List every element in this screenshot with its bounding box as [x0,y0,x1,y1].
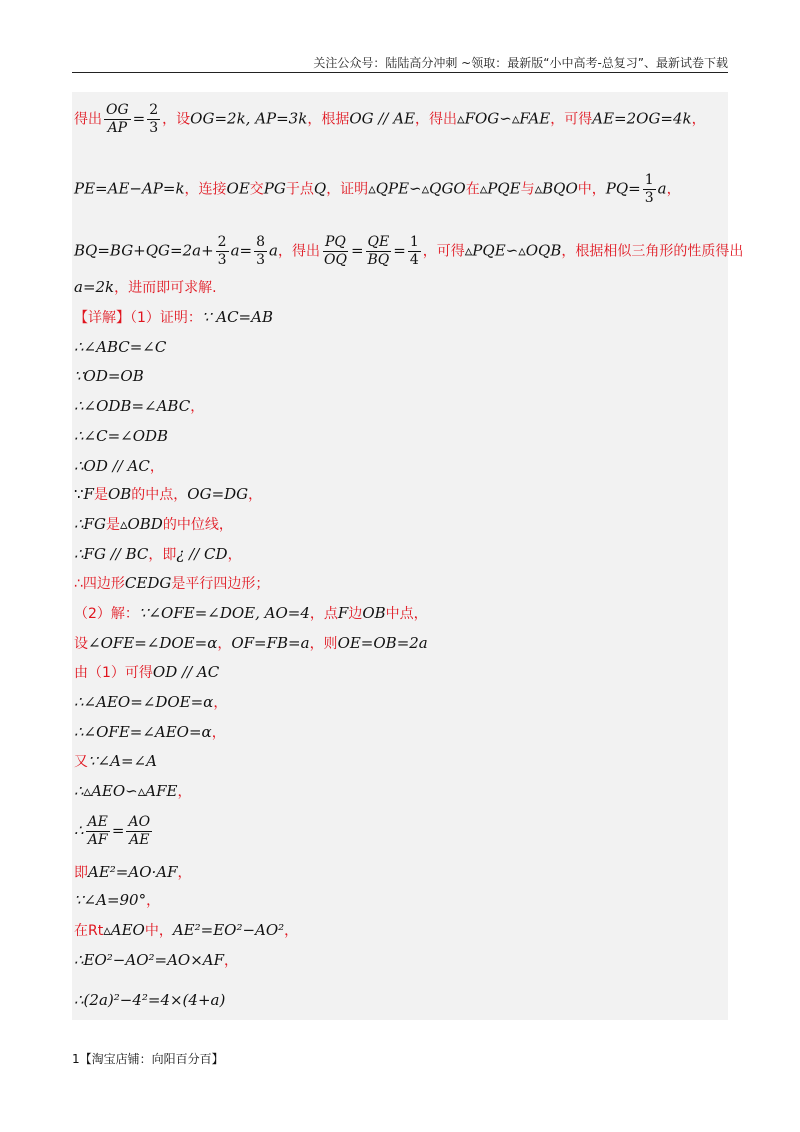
fraction [86,814,110,849]
math: ∴FG [74,515,106,533]
numerator: 8 [256,234,266,250]
text: ，进而即可求解. [114,280,217,296]
denominator: AF [87,832,108,848]
math: PE=AE−AP=k [74,179,185,198]
math: OD // AC [152,663,220,681]
text: ，点 [309,606,338,622]
step-13 [74,722,226,743]
analysis-line-3 [74,234,743,269]
math: AE²=AO·AF [88,863,178,881]
text: 设 [74,636,88,652]
text: ，得出 [415,111,458,128]
text: 中， [144,923,173,939]
fraction [322,234,349,269]
math: F [83,485,94,503]
math: OE [226,179,250,198]
solution-content [72,92,744,1020]
text: ， [190,399,205,415]
analysis-line-1 [74,102,706,137]
text: ，设 [162,111,191,128]
text: ， [691,111,706,128]
numerator: AE [87,814,108,830]
math: OG=2k, AP=3k [190,109,308,128]
step-14 [74,751,157,772]
numerator: AO [128,814,151,830]
text: 在Rt [74,923,104,939]
text: 即 [74,865,88,881]
fraction [366,234,392,269]
text: ，可得 [550,111,593,128]
denominator: AE [129,832,150,848]
step-8 [74,544,242,565]
math: OG=DG [187,485,249,503]
part-label: （2）解： [74,606,139,622]
text: 又 [74,754,88,770]
step-9 [74,573,269,594]
text: 交 [249,181,264,198]
math: a [269,241,278,260]
step-18 [74,890,160,911]
numerator: 2 [217,234,227,250]
text: ， [211,725,226,741]
math: F [337,604,349,622]
math: ∵∠A=90° [74,891,147,909]
math: ∴EO²−AO²=AO×AF [74,951,225,969]
equals: = [350,241,364,260]
fraction [408,234,421,269]
fraction [126,814,152,849]
math: ∴∠ABC=∠C [74,338,167,356]
math: ∴∠OFE=∠AEO=α [74,723,212,741]
denominator: 3 [644,190,654,206]
text: ，连接 [184,181,227,198]
denominator: OQ [323,252,347,268]
math: ▵OBD [119,515,163,533]
text: 是 [105,517,120,533]
math: ∴∠AEO=∠DOE=α [74,693,214,711]
text: 在 [465,181,480,198]
text: ，根据相似三角形的性质得出 [561,243,744,260]
denominator: 3 [256,252,266,268]
denominator: AP [107,120,128,136]
equals: = [111,821,125,840]
math: ∴∠ODB=∠ABC [74,397,191,415]
math: ∵∠OFE=∠DOE, AO=4 [138,604,310,622]
text: ， [224,953,239,969]
math: ▵PQE∽▵OQB [464,241,562,260]
math: ∴∠C=∠ODB [74,427,169,445]
text: 中点， [385,606,428,622]
page-header: 关注公众号：陆陆高分冲刺 ~领取：最新版“小中高考-总复习”、最新试卷下载 [313,56,728,70]
math: OB [107,485,132,503]
equals: = [132,109,146,128]
fraction [643,172,656,207]
text: 与 [520,181,535,198]
fraction [147,102,160,137]
text: 的中位线， [162,517,233,533]
text: 由（1）可得 [74,665,153,681]
math: ∵ AC=AB [201,308,273,326]
step-5 [74,456,164,477]
math: ▵QPE∽▵QGO [368,179,466,198]
text: ，则 [309,636,338,652]
numerator: 1 [644,172,654,188]
math: ∴(2a)²−4²=4×(4+a) [74,991,226,1009]
text: ， [666,181,681,198]
math: a= [230,241,253,260]
numerator: 2 [149,102,159,118]
math: OG // AE [349,109,416,128]
section-title: 【详解】 [74,310,130,326]
denominator: 3 [149,120,159,136]
math: OE=OB=2a [337,634,428,652]
text: ， [284,923,299,939]
equals: = [393,241,406,260]
text: ， [149,459,164,475]
text: ，得出 [277,243,320,260]
step-7 [74,514,233,535]
numerator: OG [106,102,129,118]
math: ∠OFE=∠DOE=α [88,634,218,652]
text: ， [177,865,192,881]
math: PG [263,179,286,198]
step-6 [74,484,262,505]
page-footer: 1【淘宝店铺：向阳百分百】 [72,1052,224,1066]
math: ▵BQO [534,179,578,198]
math: PQ= [605,179,641,198]
text: 的中点， [131,487,188,503]
math: AE=2OG=4k [592,109,692,128]
math: ∴FG // BC [74,545,149,563]
math: ∵ [74,485,84,503]
math: ¿ // CD [176,545,228,563]
solution-part2-heading [74,603,428,624]
text: ，根据 [307,111,350,128]
analysis-line-4 [74,277,217,298]
math: ∴▵AEO∽▵AFE [74,782,178,800]
text: ，即 [148,547,177,563]
step-16 [74,814,154,849]
math: ▵PQE [479,179,521,198]
numerator: 1 [409,234,419,250]
math: a=2k [74,278,115,296]
math: CEDG [124,574,172,592]
math: ∵OD=OB [74,367,144,385]
math: BQ=BG+QG=2a+ [74,241,214,260]
step-11 [74,662,219,683]
math: OB [362,604,386,622]
math: AE²=EO²−AO² [172,921,285,939]
math: a [657,179,667,198]
step-15 [74,781,191,802]
math: ∴ [74,821,84,840]
fraction [216,234,229,269]
text: ，可得 [422,243,465,260]
step-19 [74,920,298,941]
step-3 [74,396,204,417]
step-4 [74,426,168,446]
step-12 [74,692,227,713]
text: 于点 [285,181,314,198]
text: 边 [348,606,363,622]
header-divider [72,72,728,73]
math: ▵AEO [103,921,145,939]
solution-part1-heading [74,307,273,328]
text: ， [177,784,192,800]
text: ， [146,893,161,909]
text: 得出 [74,111,102,128]
fraction [254,234,267,269]
step-20 [74,950,238,971]
step-1 [74,337,166,357]
text: ， [248,487,263,503]
text: 是 [93,487,108,503]
math: ∵∠A=∠A [88,752,157,770]
numerator: QE [367,234,390,250]
step-17 [74,862,192,883]
denominator: BQ [367,252,390,268]
text: ，证明 [326,181,369,198]
denominator: 3 [217,252,227,268]
math: Q [313,179,327,198]
text: ， [227,547,242,563]
step-21 [74,990,225,1010]
math: ▵FOG∽▵FAE [457,109,551,128]
numerator: PQ [325,234,346,250]
text: 是平行四边形； [171,576,270,592]
text: 中， [577,181,606,198]
math: OF=FB=a [231,634,310,652]
text: ∴四边形 [74,576,125,592]
analysis-line-2 [74,172,681,207]
step-10 [74,633,428,654]
text: ， [217,636,232,652]
text: ， [213,695,228,711]
step-2 [74,366,144,386]
math: ∴OD // AC [74,457,150,475]
fraction [104,102,131,137]
denominator: 4 [409,252,419,268]
part-label: （1）证明： [130,310,202,326]
